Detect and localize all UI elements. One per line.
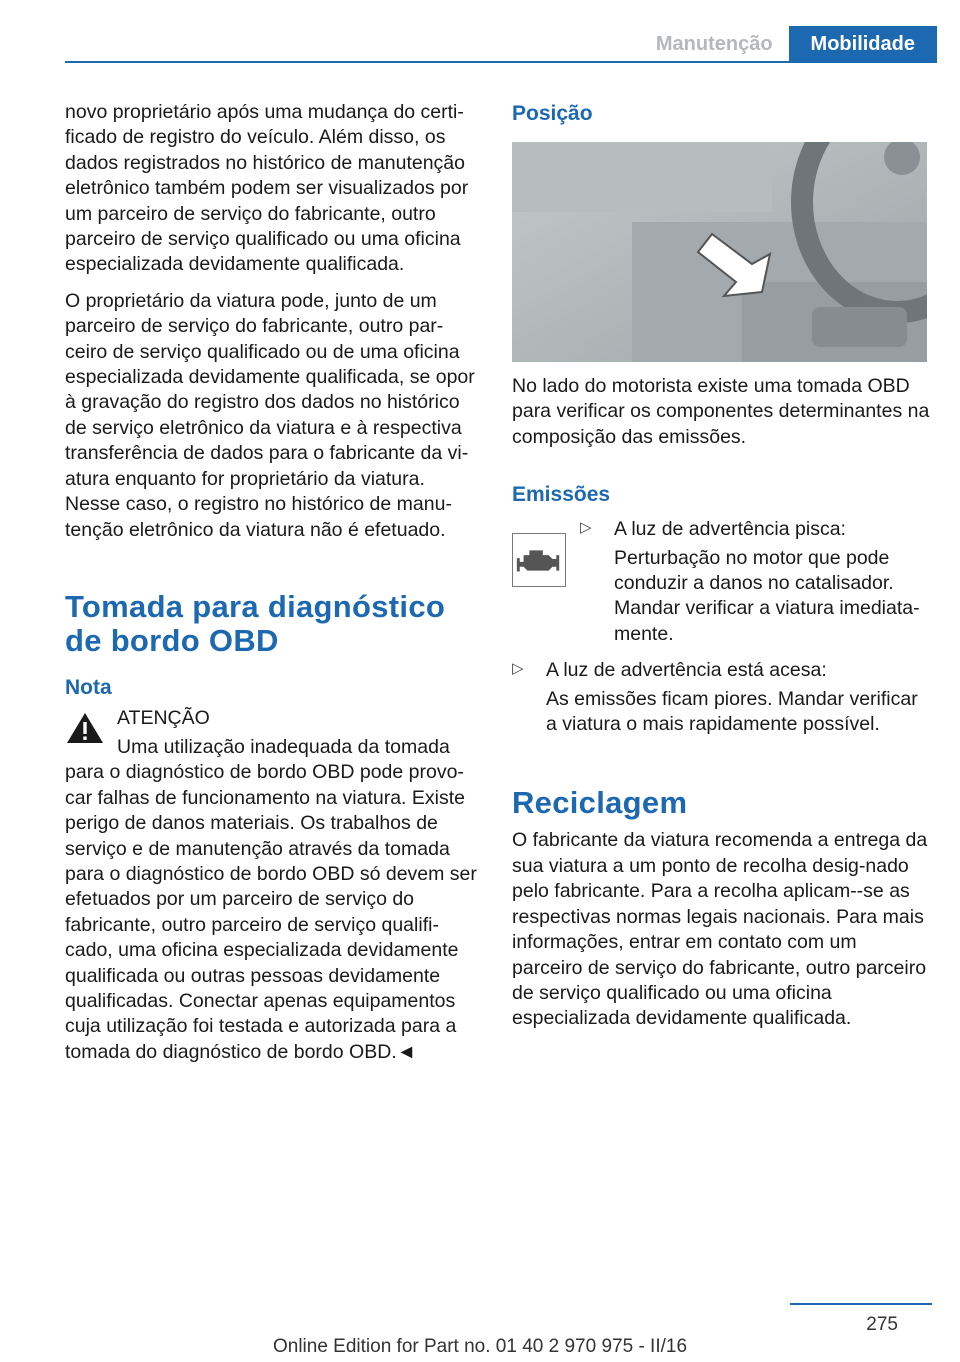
- warning-title: ATENÇÃO: [117, 706, 210, 729]
- edition-footer: Online Edition for Part no. 01 40 2 970 975 - II/16: [272, 1336, 688, 1357]
- emissoes-block: [512, 517, 930, 737]
- page-number: 275: [866, 1314, 898, 1335]
- warning-text: Uma utilização inadequada da tomada para o diagnóstico de bordo OBD pode provo-car falhas de funcionamento na viatura. Existe perigo de danos materiais. Os trabalhos de serviço e de manutenção através da tomada para o diagnóstico de bordo OBD só devem ser efetuados por um parceiro de serviço do fabricante, outro parceiro de serviço qualifi-cado, uma oficina especializada devidamente qualificada ou outras pessoas devidamente qualificadas. Conectar apenas equipamentos cuja utilização foi testada e autorizada para a tomada do diagnóstico de bordo OBD.◄: [65, 735, 477, 1063]
- nota-heading: Nota: [65, 675, 112, 699]
- emissoes-heading: Emissões: [512, 483, 611, 507]
- bullet-text: Perturbação no motor que pode conduzir a danos no catalisador. Mandar verificar a viatura imediata-mente.: [614, 546, 920, 645]
- section-title-obd: Tomada para diagnóstico de bordo OBD: [65, 588, 446, 658]
- reciclagem-text: O fabricante da viatura recomenda a entrega da sua viatura a um ponto de recolha desig-nado pelo fabricante. Para a recolha aplicam--se as respectivas normas legais nacionais. Para mais informações, entrar em contato com um parceiro de serviço do fabricante, outro parceiro de serviço qualificado ou uma oficina especializada devidamente qualificada.: [512, 829, 928, 1030]
- paragraph-1: novo proprietário após uma mudança do certi-ficado de registro do veículo. Além disso, os dados registrados no histórico de manutenção eletrônico também podem ser visualizados por um parceiro de serviço do fabricante, outro parceiro de serviço qualificado ou uma oficina especializada devidamente qualificada.: [65, 101, 469, 276]
- list-item: [580, 517, 930, 647]
- tab-manutencao[interactable]: Manutenção: [640, 26, 789, 62]
- posicao-heading: Posição: [512, 102, 593, 125]
- tab-mobilidade[interactable]: Mobilidade: [789, 26, 937, 62]
- bullet-title: A luz de advertência está acesa:: [546, 659, 827, 682]
- engine-warning-icon: [512, 533, 566, 587]
- right-column: [512, 100, 930, 1043]
- posicao-text: No lado do motorista existe uma tomada OBD para verificar os componentes determinantes na composição das emissões.: [512, 375, 930, 448]
- obd-location-photo: [512, 142, 927, 362]
- reciclagem-heading: Reciclagem: [512, 785, 688, 821]
- warning-block: [65, 706, 480, 1065]
- bullet-triangle-icon: ▷: [580, 519, 592, 537]
- footer-rule: [790, 1303, 932, 1305]
- bullet-text: As emissões ficam piores. Mandar verificar a viatura o mais rapidamente possível.: [546, 687, 918, 736]
- bullet-triangle-icon: ▷: [512, 660, 524, 678]
- header-rule: [65, 61, 937, 63]
- list-item: [512, 658, 930, 737]
- header-tabs: [640, 26, 937, 62]
- bullet-title: A luz de advertência pisca:: [614, 518, 846, 541]
- left-column: [65, 100, 480, 1076]
- paragraph-2: O proprietário da viatura pode, junto de um parceiro de serviço do fabricante, outro par-ceiro de serviço qualificado ou de uma oficina especializada devidamente qualificada, se opor à gravação do registro dos dados no histórico de serviço eletrônico da viatura e à respectiva transferência de dados para o fabricante da vi-atura enquanto for proprietário da viatura. Nesse caso, o registro no histórico de manu-tenção eletrônico da viatura não é efetuado.: [65, 289, 475, 541]
- warning-triangle-icon: [65, 710, 105, 746]
